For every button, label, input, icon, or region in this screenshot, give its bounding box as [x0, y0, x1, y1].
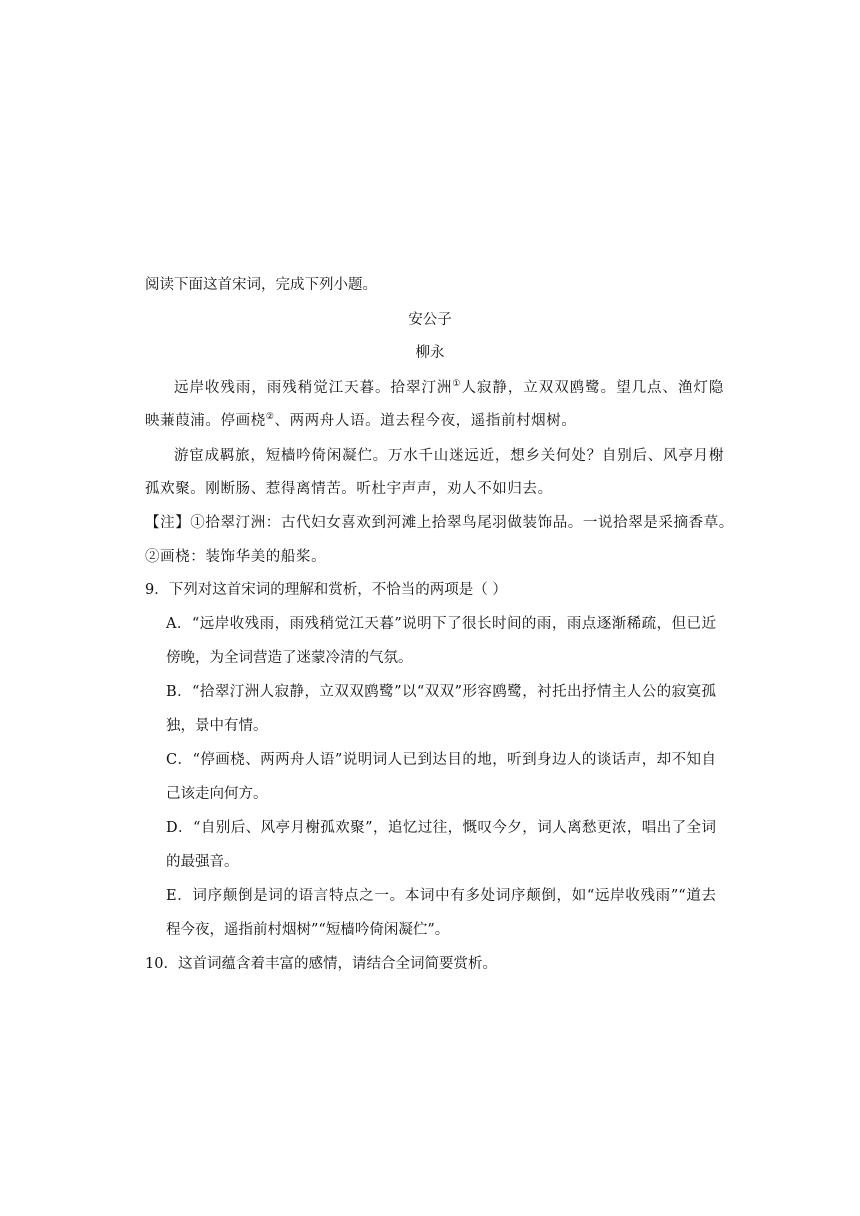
- note-line-1: 【注】①拾翠汀洲：古代妇女喜欢到河滩上拾翠鸟尾羽做装饰品。一说拾翠是采摘香草。: [145, 515, 734, 531]
- footnote-marker-1: ①: [452, 379, 462, 389]
- option-a-line1: A．“远岸收残雨，雨残稍觉江天暮”说明下了很长时间的雨，雨点逐渐稀疏，但已近: [166, 616, 716, 632]
- question-9-stem: 9．下列对这首宋词的理解和赏析，不恰当的两项是（ ）: [145, 582, 507, 598]
- option-c-line2: 己该走向何方。: [166, 786, 268, 802]
- option-a-line2: 傍晚，为全词营造了迷蒙冷清的气氛。: [166, 650, 413, 666]
- intro-text: 阅读下面这首宋词，完成下列小题。: [145, 277, 377, 293]
- option-e-line2: 程今夜，遥指前村烟树”“短樯吟倚闲凝伫”。: [166, 922, 450, 938]
- option-d-line1: D．“自别后、风亭月榭孤欢聚”，追忆过往，慨叹今夕，词人离愁更浓，唱出了全词: [166, 820, 716, 836]
- option-b-line1: B．“拾翠汀洲人寂静，立双双鸥鹭”以“双双”形容鸥鹭，衬托出抒情主人公的寂寞孤: [166, 684, 716, 700]
- note-line-2: ②画桡：装饰华美的船桨。: [145, 549, 327, 565]
- poem-stanza1-line1: [174, 378, 724, 398]
- poem-stanza1-line2: [145, 411, 576, 431]
- poem-text: 、两两舟人语。道去程今夜，遥指前村烟树。: [274, 413, 577, 429]
- option-e-line1: E．词序颠倒是词的语言特点之一。本词中有多处词序颠倒，如“远岸收残雨”“道去: [166, 888, 716, 904]
- poem-stanza2-line1: 游宦成羁旅，短樯吟倚闲凝伫。万水千山迷远近，想乡关何处？自别后、风亭月榭: [174, 448, 724, 464]
- poem-stanza2-line2: 孤欢聚。刚断肠、惹得离情苦。听杜宇声声，劝人不如归去。: [145, 481, 553, 497]
- poem-text: 映蒹葭浦。停画桡: [145, 413, 266, 429]
- option-d-line2: 的最强音。: [166, 854, 239, 870]
- poem-text: 人寂静，立双双鸥鹭。望几点、渔灯隐: [461, 380, 724, 396]
- option-b-line2: 独，景中有情。: [166, 718, 268, 734]
- option-c-line1: C．“停画桡、两两舟人语”说明词人已到达目的地，听到身边人的谈话声，却不知自: [166, 752, 716, 768]
- poem-author: 柳永: [415, 345, 445, 361]
- question-10-stem: 10．这首词蕴含着丰富的感情，请结合全词简要赏析。: [145, 956, 497, 972]
- poem-text: 远岸收残雨，雨残稍觉江天暮。拾翠汀洲: [174, 380, 453, 396]
- poem-title: 安公子: [408, 312, 452, 328]
- footnote-marker-2: ②: [265, 412, 275, 422]
